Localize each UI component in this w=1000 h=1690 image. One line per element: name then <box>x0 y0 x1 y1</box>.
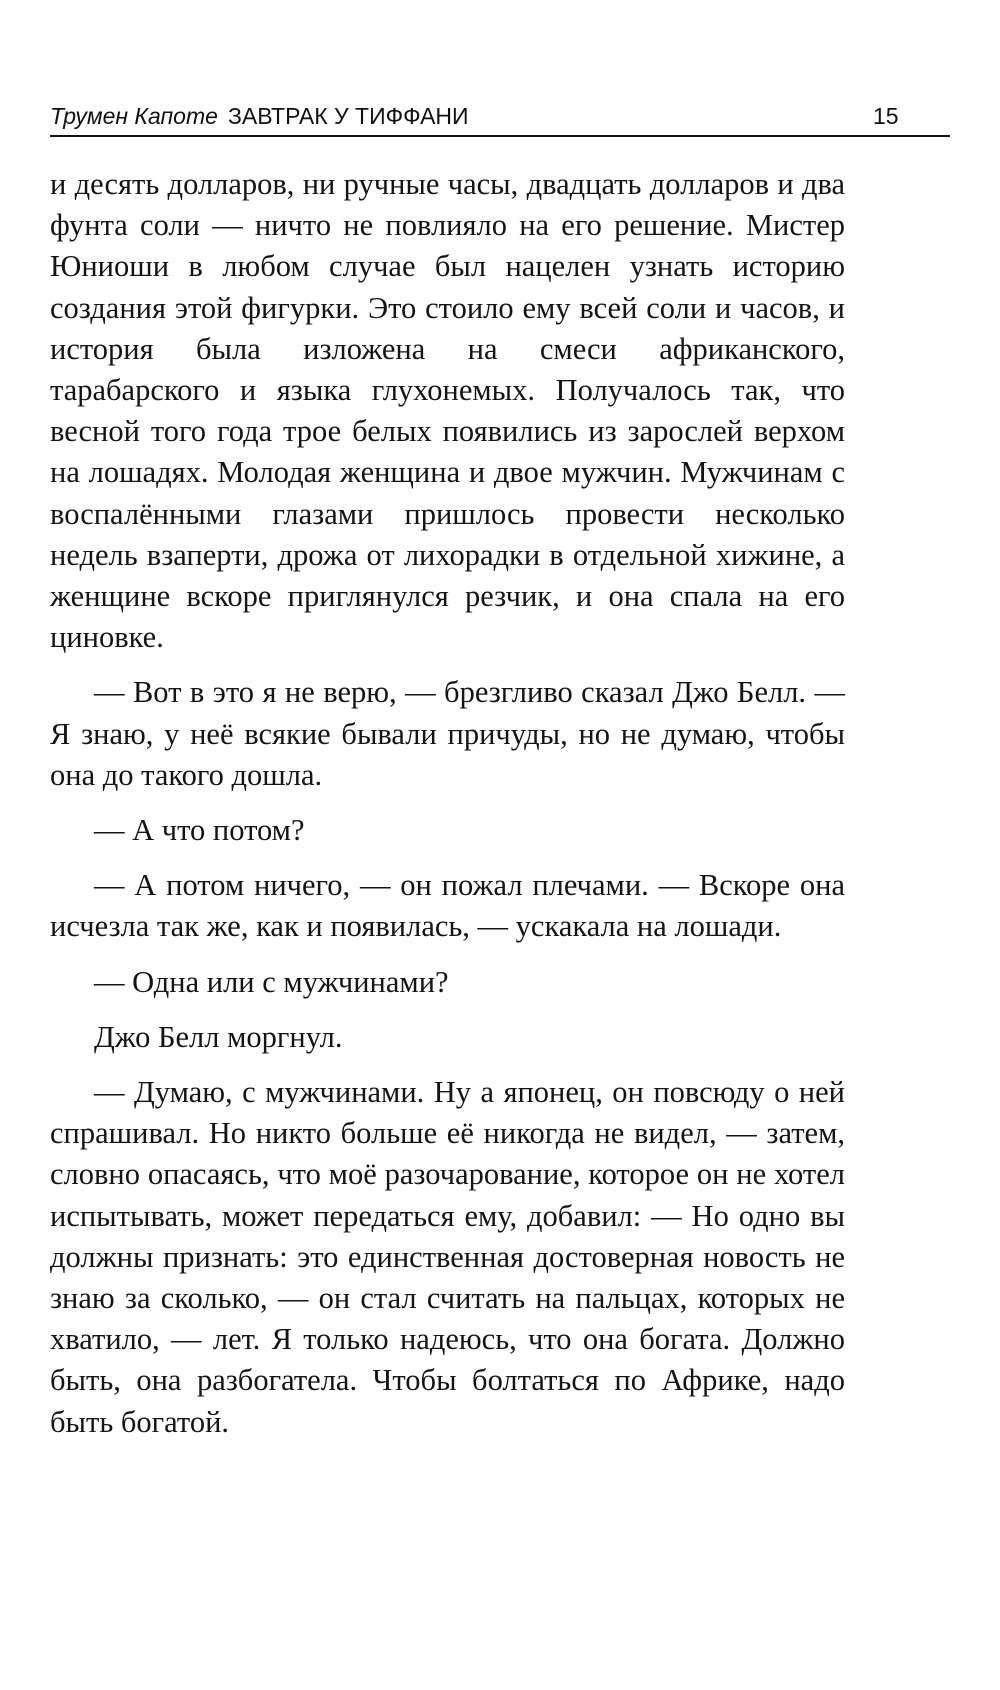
running-header <box>50 103 950 137</box>
paragraph: — А потом ничего, — он пожал плечами. — Вскоре она исчезла так же, как и появилась, — ускакала на лошади. <box>50 868 845 944</box>
paragraph: и десять долларов, ни ручные часы, двадцать долларов и два фунта соли — ничто не повлияло на его решение. Мистер Юниоши в любом случае был нацелен узнать историю создания этой фигурки. Это стоило ему всей соли и часов, и история была изложена на смеси африканского, тарабарского и языка глухонемых. Получалось так, что весной того года трое белых появились из зарослей верхом на лошадях. Молодая женщина и двое мужчин. Мужчинам с воспалёнными глазами пришлось провести несколько недель взаперти, дрожа от лихорадки в отдельной хижине, а женщине вскоре приглянулся резчик, и она спала на его циновке. <box>50 167 845 655</box>
body-text <box>50 164 845 1457</box>
page-number: 15 <box>873 103 899 129</box>
book-title: ЗАВТРАК У ТИФФАНИ <box>228 103 469 129</box>
paragraph: — Одна или с мужчинами? <box>94 964 449 999</box>
paragraph: — Думаю, с мужчинами. Ну а японец, он повсюду о ней спрашивал. Но никто больше её никогда не видел, — затем, словно опасаясь, что моё разочарование, которое он не хотел испытывать, может передаться ему, добавил: — Но одно вы должны признать: это единственная достоверная новость не знаю за сколько, — он стал считать на пальцах, которых не хватило, — лет. Я только надеюсь, что она богата. Должно быть, она разбогатела. Чтобы болтаться по Африке, надо быть богатой. <box>50 1075 845 1439</box>
paragraph: — Вот в это я не верю, — брезгливо сказал Джо Белл. — Я знаю, у неё всякие бывали причуды, но не думаю, чтобы она до такого дошла. <box>50 675 845 792</box>
paragraph: — А что потом? <box>94 813 305 848</box>
header-rule <box>50 135 950 137</box>
author-name: Трумен Капоте <box>50 103 218 129</box>
paragraph: Джо Белл моргнул. <box>94 1019 343 1054</box>
